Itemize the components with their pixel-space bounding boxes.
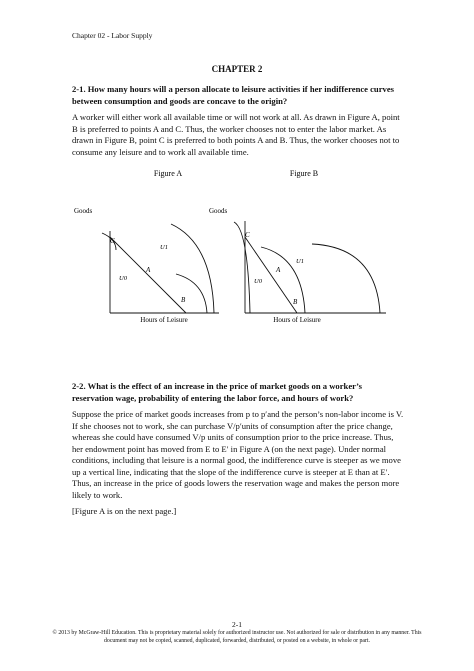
- figure-b-x-label: Hours of Leisure: [273, 316, 321, 324]
- figure-b-title: Figure B: [289, 169, 319, 178]
- figure-a-point-c: C: [110, 237, 115, 245]
- figure-a-point-b: B: [181, 296, 186, 304]
- figure-b-curve-u1: [261, 247, 305, 313]
- page-number: 2-1: [232, 620, 242, 629]
- chapter-title: CHAPTER 2: [211, 64, 263, 74]
- figure-a-x-label: Hours of Leisure: [140, 316, 188, 324]
- figure-a-point-a: A: [146, 266, 151, 274]
- figure-b-point-c: C: [245, 231, 250, 239]
- figure-a-title: Figure A: [153, 169, 183, 178]
- figure-b-y-label: Goods: [209, 207, 228, 215]
- copyright-notice: © 2013 by McGraw-Hill Education. This is proprietary material solely for authorized instructor use. Not authorized for sale or distribution in any manner. This document may not be copied, scanned, duplicated, forwarded, distributed, or posted on a website, in whole or part.: [52, 630, 422, 644]
- figure-b-point-a: A: [276, 266, 281, 274]
- answer-2-2: Suppose the price of market goods increases from p to p′and the person’s non-labor income is V. If she chooses not to work, she can purchase V/p′units of consumption after the price change, whereas she could have consumed V/p units of consumption prior to the price increase. Thus, her endowment point has moved from E to E′ in Figure A (on the next page). Under normal conditions, including that leisure is a normal good, the indifference curve is steeper as we move up a vertical line, indicating that the slope of the indifference curve is steeper at E than at E′. Thus, an increase in the price of goods lowers the reservation wage and makes the person more likely to work.: [72, 409, 404, 500]
- figure-a-y-label: Goods: [74, 207, 93, 215]
- figure-a-u1-label: U1: [160, 244, 168, 251]
- figure-a-u0-label: U0: [119, 275, 127, 282]
- figure-b: [209, 169, 386, 324]
- figure-b-u0-label: U0: [254, 278, 262, 285]
- figure-a: [74, 169, 219, 324]
- answer-2-1: A worker will either work all available time or will not work at all. As drawn in Figure A, point B is preferred to points A and C. Thus, the worker chooses not to enter the labor market. As drawn in Figure B, point C is preferred to both points A and B. Thus, the worker chooses not to consume any leisure and to work all available time.: [72, 112, 400, 157]
- figure-a-curve-u1: [171, 224, 214, 313]
- figure-b-u1-label: U1: [296, 258, 304, 265]
- figure-b-budget-line: [245, 237, 297, 313]
- figure-note: [Figure A is on the next page.]: [72, 506, 177, 516]
- indifference-figures: [60, 165, 420, 325]
- question-2-2: 2-2. What is the effect of an increase in the price of market goods on a worker’s reservation wage, probability of entering the labor force, and hours of work?: [72, 381, 362, 403]
- running-header: Chapter 02 - Labor Supply: [72, 31, 153, 40]
- figure-b-point-b: B: [293, 298, 298, 306]
- question-2-1: 2-1. How many hours will a person allocate to leisure activities if her indifference curves between consumption and goods are concave to the origin?: [72, 84, 394, 106]
